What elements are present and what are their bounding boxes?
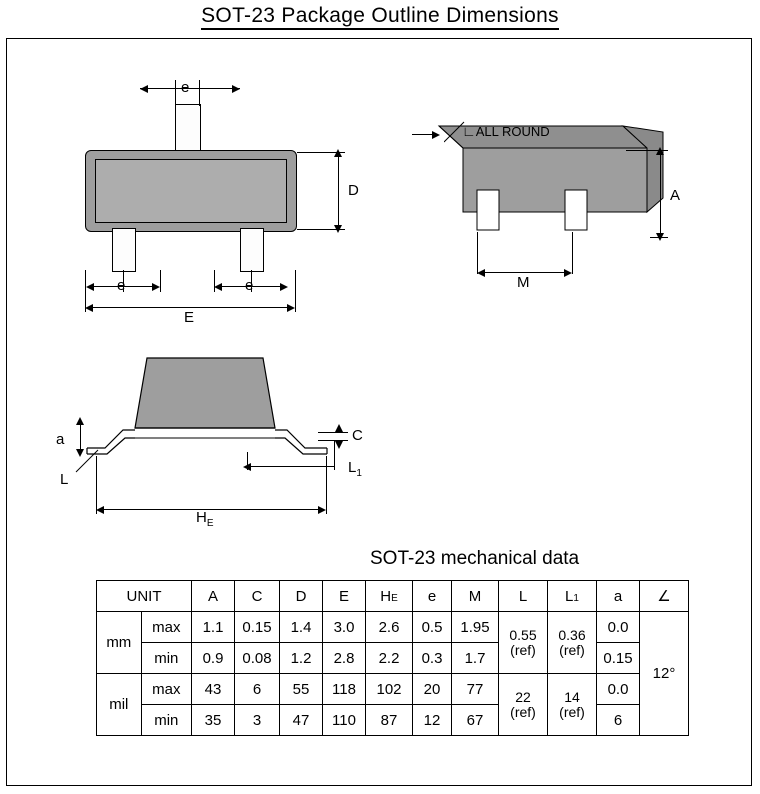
top-view-pin-top [175, 104, 201, 154]
cell-mil-max-A: 43 [192, 674, 235, 705]
cell-mm-L [499, 612, 548, 674]
cell-mil-min-M: 67 [452, 705, 499, 736]
header-e: e [413, 581, 452, 612]
ext-line-D-bottom [297, 229, 345, 230]
cell-mil-min-C: 3 [235, 705, 280, 736]
cell-mil-L-value: 22 [515, 688, 531, 705]
ext-line-e-top-right [199, 80, 200, 106]
arrow-right-HE [318, 506, 326, 514]
cell-mm-min-A: 0.9 [192, 643, 235, 674]
cell-mm-min-e: 0.3 [413, 643, 452, 674]
cell-mm-L-value: 0.55 [509, 626, 537, 643]
cell-mm-max-M: 1.95 [452, 612, 499, 643]
cell-mm-max-A: 1.1 [192, 612, 235, 643]
ext-line-A-top [626, 150, 668, 151]
label-A: A [670, 187, 681, 204]
dim-line-C-top [318, 432, 348, 433]
table-row [97, 674, 689, 705]
cell-mil-max-D: 55 [280, 674, 323, 705]
dim-line-E [89, 307, 291, 308]
cell-mil-max-HE: 102 [366, 674, 413, 705]
arrow-down-C [335, 441, 343, 449]
cell-mil-min-A: 35 [192, 705, 235, 736]
arrow-up-A [656, 147, 664, 155]
ext-line-D-top [297, 152, 345, 153]
dim-line-D [338, 152, 339, 230]
header-A: A [192, 581, 235, 612]
label-D: D [348, 182, 359, 199]
arrow-left-HE [96, 506, 104, 514]
label-L: L [60, 471, 69, 488]
ext-line-E-right [295, 270, 296, 312]
cell-mm-max-C: 0.15 [235, 612, 280, 643]
arrow-left-e-right [214, 283, 222, 291]
cell-mil-L1-value: 14 [564, 688, 580, 705]
top-view-pin-bottom-left [112, 228, 136, 272]
header-angle: ∠ [640, 581, 689, 612]
arrow-right-E [287, 304, 295, 312]
label-L1: $L_1$ [348, 459, 362, 479]
cell-mm-max-E: 3.0 [323, 612, 366, 643]
cell-mil-min-e: 12 [413, 705, 452, 736]
label-HE: $H_E$ [196, 509, 214, 529]
cell-angle: 12° [640, 612, 689, 736]
mechanical-data-table [96, 580, 689, 736]
dim-line-C-bottom [318, 440, 348, 441]
label-e-left: e [117, 277, 126, 294]
cell-mm-L1-ref: (ref) [559, 641, 585, 658]
dim-line-A [660, 150, 661, 238]
dim-line-M [481, 272, 569, 273]
header-D: D [280, 581, 323, 612]
arrow-up-C [335, 424, 343, 432]
minmax-mm-max: max [141, 612, 191, 643]
cell-mil-min-HE: 87 [366, 705, 413, 736]
header-a: a [597, 581, 640, 612]
label-M: M [517, 274, 530, 291]
cell-mm-L-ref: (ref) [510, 641, 536, 658]
cell-mm-L1-value: 0.36 [558, 626, 586, 643]
table-row [97, 643, 689, 674]
arrow-right-e-left [152, 283, 160, 291]
cell-mm-min-M: 1.7 [452, 643, 499, 674]
dim-line-e-top [140, 88, 240, 89]
arrow-all-round [432, 131, 440, 139]
label-all-round: ∟ALL ROUND [462, 123, 550, 139]
arrow-up-a [76, 417, 84, 425]
table-title: SOT-23 mechanical data [370, 548, 580, 569]
cell-mm-min-HE: 2.2 [366, 643, 413, 674]
ext-line-A-bottom [650, 237, 668, 238]
header-L: L [499, 581, 548, 612]
dim-line-L1 [247, 466, 335, 467]
minmax-mil-min: min [141, 705, 191, 736]
ext-line-L1-right [334, 440, 335, 470]
iso-view-svg [415, 120, 695, 290]
arrow-right-e-top [232, 85, 240, 93]
cell-mil-max-E: 118 [323, 674, 366, 705]
label-E: E [184, 309, 195, 326]
cell-mm-max-a: 0.0 [597, 612, 640, 643]
table-row [97, 612, 689, 643]
ext-line-e-center-left [160, 270, 161, 292]
cell-mil-min-E: 110 [323, 705, 366, 736]
ext-line-M-right [572, 232, 573, 274]
label-e-right: e [245, 277, 254, 294]
table-header-row [97, 581, 689, 612]
ext-line-M-left [477, 232, 478, 274]
table [96, 580, 689, 736]
header-L1: L1 [548, 581, 597, 612]
cell-mil-min-D: 47 [280, 705, 323, 736]
header-HE: HE [366, 581, 413, 612]
header-M: M [452, 581, 499, 612]
minmax-mil-max: max [141, 674, 191, 705]
arrow-left-E [85, 304, 93, 312]
arrow-left-e-left [86, 283, 94, 291]
cell-mil-max-e: 20 [413, 674, 452, 705]
label-a: a [56, 431, 65, 448]
label-e-top: e [181, 79, 190, 96]
top-view-body-inner [95, 159, 287, 223]
cell-mil-max-a: 0.0 [597, 674, 640, 705]
cell-mm-L1 [548, 612, 597, 674]
cell-mm-max-e: 0.5 [413, 612, 452, 643]
unit-mm: mm [97, 612, 142, 674]
header-unit: UNIT [97, 581, 192, 612]
ext-line-e-top-left [175, 80, 176, 106]
top-view-pin-bottom-right [240, 228, 264, 272]
arrow-left-e-top [140, 85, 148, 93]
page-title: SOT-23 Package Outline Dimensions [0, 4, 760, 28]
cell-mm-max-D: 1.4 [280, 612, 323, 643]
arrow-right-e-right [280, 283, 288, 291]
minmax-mm-min: min [141, 643, 191, 674]
cell-mil-L1 [548, 674, 597, 736]
table-row [97, 705, 689, 736]
cell-mm-min-E: 2.8 [323, 643, 366, 674]
unit-mil: mil [97, 674, 142, 736]
arrow-right-M [564, 269, 572, 277]
leader-L [68, 448, 108, 488]
cell-mm-min-D: 1.2 [280, 643, 323, 674]
cell-mil-L1-ref: (ref) [559, 703, 585, 720]
cell-mm-max-HE: 2.6 [366, 612, 413, 643]
arrow-left-M [477, 269, 485, 277]
cell-mil-max-C: 6 [235, 674, 280, 705]
side-view-svg [85, 350, 415, 480]
cell-mil-L [499, 674, 548, 736]
cell-mil-L-ref: (ref) [510, 703, 536, 720]
cell-mil-max-M: 77 [452, 674, 499, 705]
cell-mm-min-C: 0.08 [235, 643, 280, 674]
arrow-up-D [334, 149, 342, 157]
header-E: E [323, 581, 366, 612]
cell-mil-min-a: 6 [597, 705, 640, 736]
cell-mm-min-a: 0.15 [597, 643, 640, 674]
ext-line-HE-right [326, 456, 327, 514]
label-C: C [352, 427, 363, 444]
ext-line-L1-left [247, 452, 248, 470]
header-C: C [235, 581, 280, 612]
